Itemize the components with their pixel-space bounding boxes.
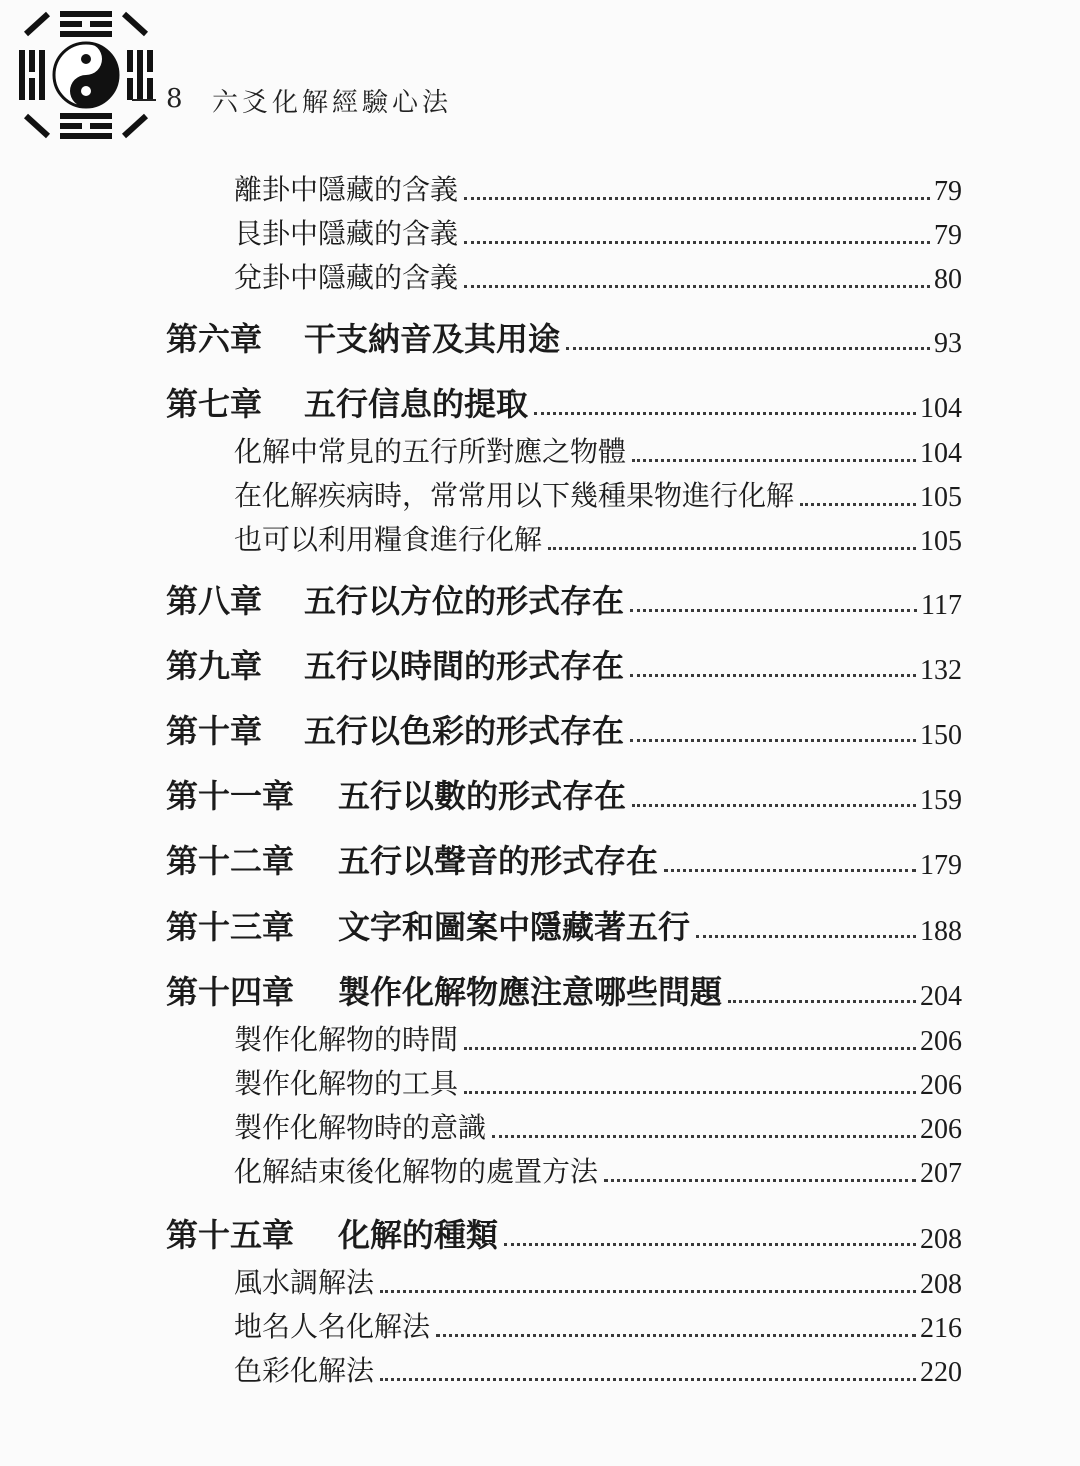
toc-chapter [166, 965, 962, 1013]
chapter-title: 製作化解物應注意哪些問題 [338, 973, 723, 1011]
chapter-number: 第十三章 [166, 908, 295, 946]
toc-chapter [166, 312, 962, 360]
dot-leader [800, 503, 916, 506]
dot-leader [464, 1091, 916, 1094]
dot-leader [728, 1000, 916, 1003]
chapter-page: 159 [920, 785, 962, 816]
toc-entry-page: 104 [920, 438, 962, 469]
chapter-page: 179 [920, 850, 962, 881]
toc-entry [234, 518, 962, 558]
dot-leader [632, 804, 916, 807]
book-title: 六爻化解經驗心法 [212, 88, 453, 118]
toc-entry-title: 也可以利用糧食進行化解 [234, 523, 543, 556]
dot-leader [696, 935, 916, 938]
page-header [0, 0, 1080, 150]
chapter-number: 第八章 [166, 582, 263, 620]
toc-chapter [166, 639, 962, 687]
toc-entry [234, 1018, 962, 1058]
toc-entry-title: 化解中常見的五行所對應之物體 [234, 435, 627, 468]
toc-entry [234, 430, 962, 470]
dot-leader [604, 1179, 916, 1182]
toc-entry-page: 206 [920, 1114, 962, 1145]
toc-entry-page: 207 [920, 1158, 962, 1189]
toc-entry-title: 製作化解物時的意識 [234, 1111, 487, 1144]
toc-entry-page: 208 [920, 1269, 962, 1300]
chapter-title: 文字和圖案中隱藏著五行 [338, 908, 691, 946]
toc-chapter [166, 900, 962, 948]
toc-entry-title: 製作化解物的時間 [234, 1023, 459, 1056]
dot-leader [630, 674, 916, 677]
toc-chapter [166, 834, 962, 882]
dot-leader [632, 459, 916, 462]
chapter-title: 五行以聲音的形式存在 [338, 842, 659, 880]
bagua-yin-yang-icon [12, 4, 172, 144]
toc-entry [234, 1305, 962, 1345]
dot-leader [664, 869, 916, 872]
chapter-title: 五行以方位的形式存在 [304, 582, 625, 620]
page-number: 8 [166, 84, 183, 114]
chapter-title: 化解的種類 [338, 1216, 499, 1254]
chapter-number: 第十章 [166, 712, 263, 750]
dot-leader [380, 1290, 916, 1293]
toc-entry [234, 474, 962, 514]
header-rule [132, 99, 156, 101]
toc-chapter [166, 769, 962, 817]
dot-leader [492, 1135, 916, 1138]
toc-chapter [166, 704, 962, 752]
toc-entry-title: 離卦中隱藏的含義 [234, 173, 459, 206]
chapter-page: 150 [920, 720, 962, 751]
chapter-number: 第十一章 [166, 777, 295, 815]
chapter-page: 104 [920, 393, 962, 424]
toc-entry-title: 艮卦中隱藏的含義 [234, 217, 459, 250]
dot-leader [548, 547, 916, 550]
toc-entry-title: 化解結束後化解物的處置方法 [234, 1155, 599, 1188]
chapter-number: 第十二章 [166, 842, 295, 880]
dot-leader [464, 197, 930, 200]
chapter-number: 第九章 [166, 647, 263, 685]
dot-leader [630, 609, 917, 612]
toc-entry-page: 206 [920, 1026, 962, 1057]
chapter-page: 132 [920, 655, 962, 686]
dot-leader [630, 739, 916, 742]
toc-entry [234, 1349, 962, 1389]
toc-entry [234, 256, 962, 296]
toc-entry [234, 1062, 962, 1102]
toc-entry [234, 168, 962, 208]
toc-entry-page: 79 [934, 220, 962, 251]
chapter-title: 五行以數的形式存在 [338, 777, 627, 815]
dot-leader [436, 1334, 916, 1337]
chapter-page: 208 [920, 1224, 962, 1255]
chapter-title: 五行信息的提取 [304, 385, 529, 423]
toc-entry-title: 風水調解法 [234, 1266, 375, 1299]
dot-leader [534, 412, 916, 415]
toc-entry-page: 105 [920, 526, 962, 557]
toc-chapter [166, 1208, 962, 1256]
toc-entry [234, 212, 962, 252]
toc-entry-title: 色彩化解法 [234, 1354, 375, 1387]
toc-entry-title: 在化解疾病時，常常用以下幾種果物進行化解 [234, 479, 795, 512]
dot-leader [380, 1378, 916, 1381]
dot-leader [464, 241, 930, 244]
toc-entry-page: 80 [934, 264, 962, 295]
toc-entry-title: 地名人名化解法 [234, 1310, 431, 1343]
dot-leader [464, 285, 930, 288]
toc-entry-page: 216 [920, 1313, 962, 1344]
toc-chapter [166, 574, 962, 622]
dot-leader [504, 1243, 916, 1246]
chapter-number: 第七章 [166, 385, 263, 423]
toc-entry-page: 105 [920, 482, 962, 513]
chapter-number: 第六章 [166, 320, 263, 358]
dot-leader [464, 1047, 916, 1050]
toc-chapter [166, 377, 962, 425]
toc-entry [234, 1150, 962, 1190]
chapter-page: 117 [921, 590, 962, 621]
chapter-number: 第十五章 [166, 1216, 295, 1254]
toc-entry [234, 1106, 962, 1146]
toc-entry-title: 兌卦中隱藏的含義 [234, 261, 459, 294]
chapter-page: 93 [934, 328, 962, 359]
chapter-title: 五行以時間的形式存在 [304, 647, 625, 685]
toc-entry-title: 製作化解物的工具 [234, 1067, 459, 1100]
dot-leader [566, 347, 930, 350]
toc-entry [234, 1261, 962, 1301]
toc-entry-page: 220 [920, 1357, 962, 1388]
chapter-page: 188 [920, 916, 962, 947]
chapter-number: 第十四章 [166, 973, 295, 1011]
toc-entry-page: 79 [934, 176, 962, 207]
toc-entry-page: 206 [920, 1070, 962, 1101]
chapter-page: 204 [920, 981, 962, 1012]
chapter-title: 干支納音及其用途 [304, 320, 561, 358]
chapter-title: 五行以色彩的形式存在 [304, 712, 625, 750]
